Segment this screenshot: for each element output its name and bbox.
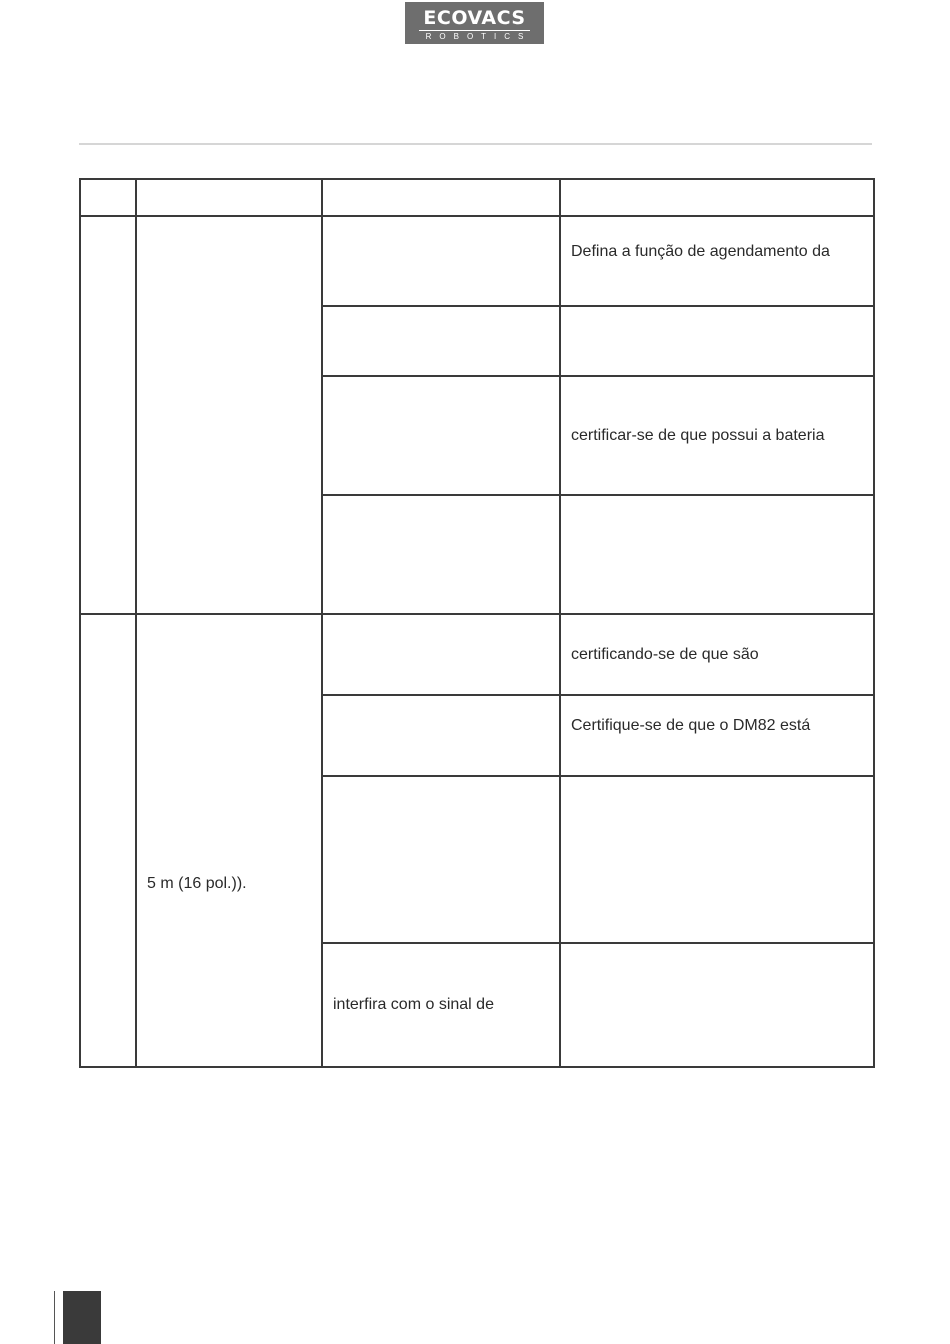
troubleshooting-table	[79, 178, 875, 1068]
cause-cell	[322, 695, 560, 776]
cause-cell	[322, 216, 560, 306]
solution-cell	[560, 943, 874, 1067]
problem-cell: 5 m (16 pol.)).	[136, 614, 322, 1067]
solution-cell: Defina a função de agendamento da	[560, 216, 874, 306]
cause-cell	[322, 376, 560, 495]
cause-cell	[322, 776, 560, 943]
footer-divider	[54, 1291, 55, 1344]
table-row	[80, 216, 874, 306]
header-cell-problem	[136, 179, 322, 216]
table-header-row	[80, 179, 874, 216]
cause-cell	[322, 495, 560, 614]
row-number-cell	[80, 614, 136, 1067]
logo-wordmark: ECOVACS	[423, 7, 526, 29]
header-cell-cause	[322, 179, 560, 216]
problem-cell	[136, 216, 322, 614]
table-row	[80, 614, 874, 695]
cause-cell	[322, 306, 560, 376]
solution-cell: certificar-se de que possui a bateria	[560, 376, 874, 495]
header-cell-solution	[560, 179, 874, 216]
solution-cell	[560, 306, 874, 376]
solution-cell	[560, 495, 874, 614]
cause-cell: interfira com o sinal de	[322, 943, 560, 1067]
header-rule	[79, 143, 872, 145]
cause-cell	[322, 614, 560, 695]
header-cell-number	[80, 179, 136, 216]
row-number-cell	[80, 216, 136, 614]
logo-subtitle: ROBOTICS	[425, 32, 532, 41]
logo-divider	[419, 30, 530, 31]
ecovacs-logo	[405, 2, 544, 44]
solution-cell	[560, 776, 874, 943]
solution-cell: certificando-se de que são	[560, 614, 874, 695]
page-number-block	[63, 1291, 101, 1344]
solution-cell: Certifique-se de que o DM82 está	[560, 695, 874, 776]
